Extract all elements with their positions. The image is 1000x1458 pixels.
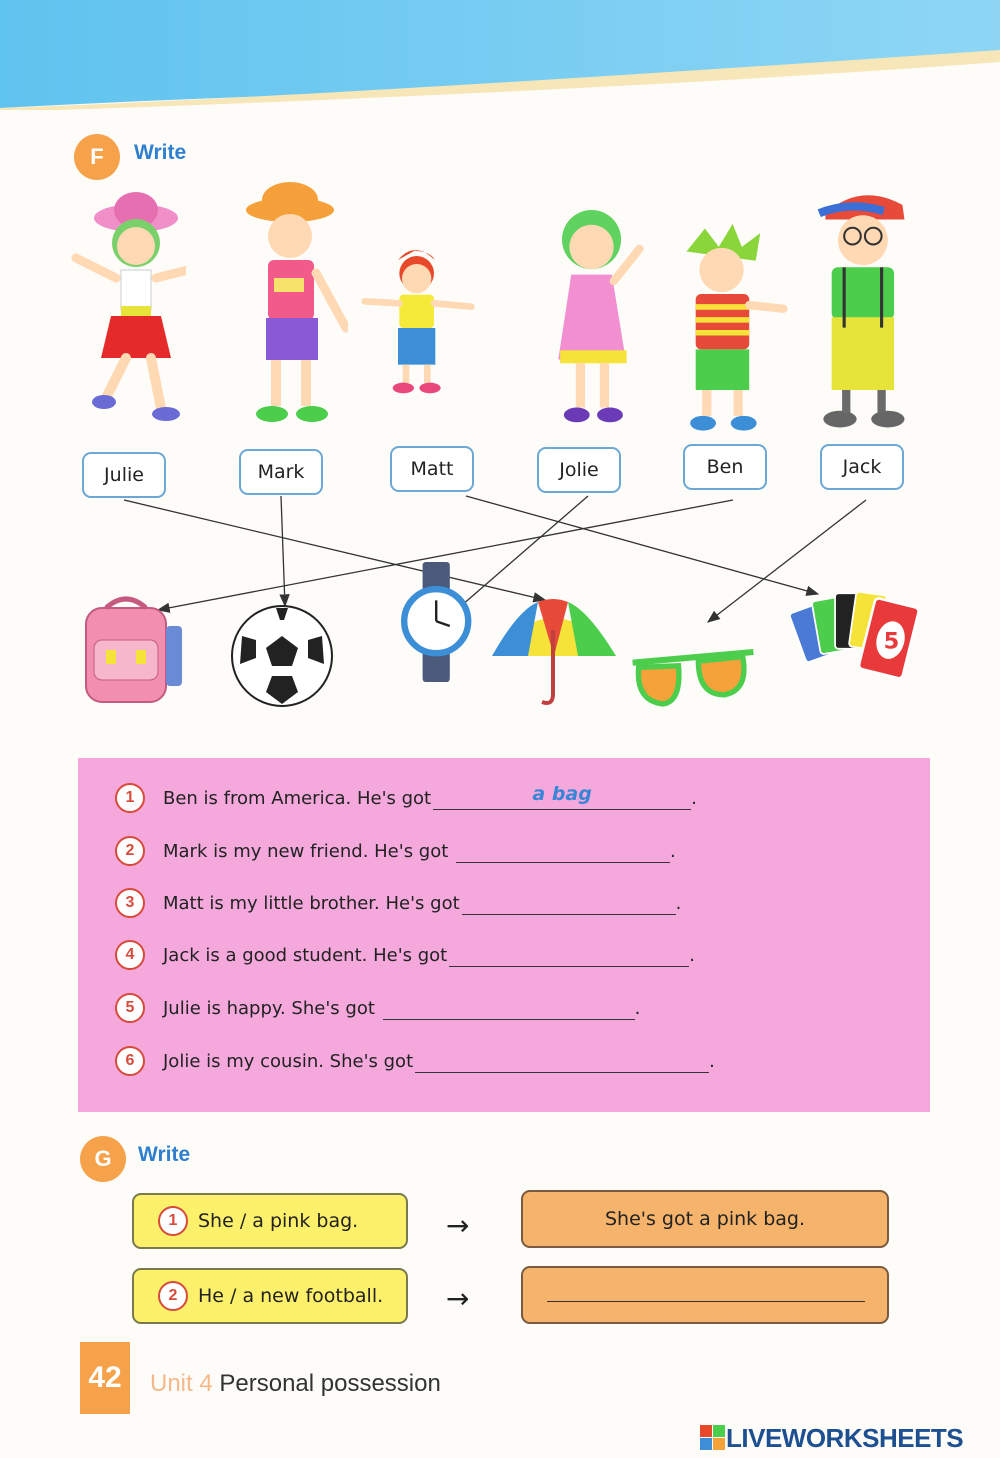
question-end: . xyxy=(689,944,695,966)
answer-field-1[interactable] xyxy=(433,782,691,810)
name-box-matt[interactable]: Matt xyxy=(390,446,474,492)
unit-topic: Personal possession xyxy=(219,1370,441,1397)
answer-field-5[interactable] xyxy=(383,997,635,1020)
football-icon[interactable] xyxy=(226,600,356,720)
question-5 xyxy=(115,991,640,1025)
exercise-2-answer-box[interactable] xyxy=(521,1266,889,1324)
playing-cards-icon[interactable] xyxy=(790,574,920,694)
question-4 xyxy=(115,938,695,972)
section-f-badge: F xyxy=(74,134,120,180)
logo-blocks-icon xyxy=(700,1425,726,1451)
ben-illustration xyxy=(668,200,788,460)
question-text: Matt is my little brother. He's got xyxy=(163,892,460,914)
section-g-title: Write xyxy=(138,1143,191,1166)
name-box-mark[interactable]: Mark xyxy=(239,449,323,495)
unit-label: Unit 4 xyxy=(150,1370,213,1397)
question-end: . xyxy=(709,1050,715,1072)
answer-field-3[interactable] xyxy=(462,892,676,915)
umbrella-icon[interactable] xyxy=(488,590,618,710)
exercise-2-arrow: → xyxy=(446,1282,470,1315)
exercise-answer-text: She's got a pink bag. xyxy=(604,1208,806,1230)
exercise-1-arrow: → xyxy=(446,1209,470,1242)
question-text: Mark is my new friend. He's got xyxy=(163,840,455,862)
question-end: . xyxy=(691,787,697,809)
exercise-2-answer-line xyxy=(547,1301,865,1302)
mark-illustration xyxy=(228,178,348,438)
question-text: Jack is a good student. He's got xyxy=(163,944,448,966)
exercise-prompt-text: He / a new football. xyxy=(198,1285,384,1307)
svg-text:5: 5 xyxy=(883,628,900,655)
question-number: 2 xyxy=(115,836,145,866)
question-number: 5 xyxy=(115,993,145,1023)
exercise-number: 2 xyxy=(158,1281,188,1311)
sunglasses-icon[interactable] xyxy=(628,618,758,738)
answer-field-6[interactable] xyxy=(415,1050,709,1073)
answer-text: a bag xyxy=(532,782,592,805)
name-box-jolie[interactable]: Jolie xyxy=(537,447,621,493)
exercise-number: 1 xyxy=(158,1206,188,1236)
answer-field-4[interactable] xyxy=(449,944,689,967)
question-number: 3 xyxy=(115,888,145,918)
question-text: Ben is from America. He's got xyxy=(163,787,432,809)
question-2 xyxy=(115,834,676,868)
question-number: 1 xyxy=(115,783,145,813)
name-box-julie[interactable]: Julie xyxy=(82,452,166,498)
backpack-icon[interactable] xyxy=(66,590,196,710)
section-g-badge: G xyxy=(80,1136,126,1182)
question-end: . xyxy=(670,840,676,862)
question-text: Julie is happy. She's got xyxy=(163,997,381,1019)
unit-title xyxy=(150,1370,441,1398)
matt-illustration xyxy=(358,190,478,450)
exercise-prompt-text: She / a pink bag. xyxy=(198,1210,359,1232)
page-number: 42 xyxy=(80,1342,130,1414)
question-end: . xyxy=(634,997,641,1019)
top-band xyxy=(0,0,1000,110)
question-number: 6 xyxy=(115,1046,145,1076)
exercise-1-prompt xyxy=(132,1193,408,1249)
question-end: . xyxy=(675,892,682,914)
answer-field-2[interactable] xyxy=(456,840,670,863)
exercise-2-prompt xyxy=(132,1268,408,1324)
question-1 xyxy=(115,781,697,815)
question-3 xyxy=(115,886,681,920)
jolie-illustration xyxy=(538,188,658,448)
question-text: Jolie is my cousin. She's got xyxy=(163,1050,414,1072)
exercise-1-answer-box[interactable] xyxy=(521,1190,889,1248)
match-line-matt xyxy=(466,496,818,594)
match-line-mark xyxy=(281,496,285,606)
question-6 xyxy=(115,1044,715,1078)
watch-icon[interactable] xyxy=(372,562,502,682)
name-box-jack[interactable]: Jack xyxy=(820,444,904,490)
question-number: 4 xyxy=(115,940,145,970)
name-box-ben[interactable]: Ben xyxy=(683,444,767,490)
watermark-text: LIVEWORKSHEETS xyxy=(726,1422,964,1453)
liveworksheets-logo xyxy=(700,1424,963,1452)
section-f-title: Write xyxy=(134,141,187,164)
jack-illustration xyxy=(806,182,926,442)
julie-illustration xyxy=(66,188,186,448)
